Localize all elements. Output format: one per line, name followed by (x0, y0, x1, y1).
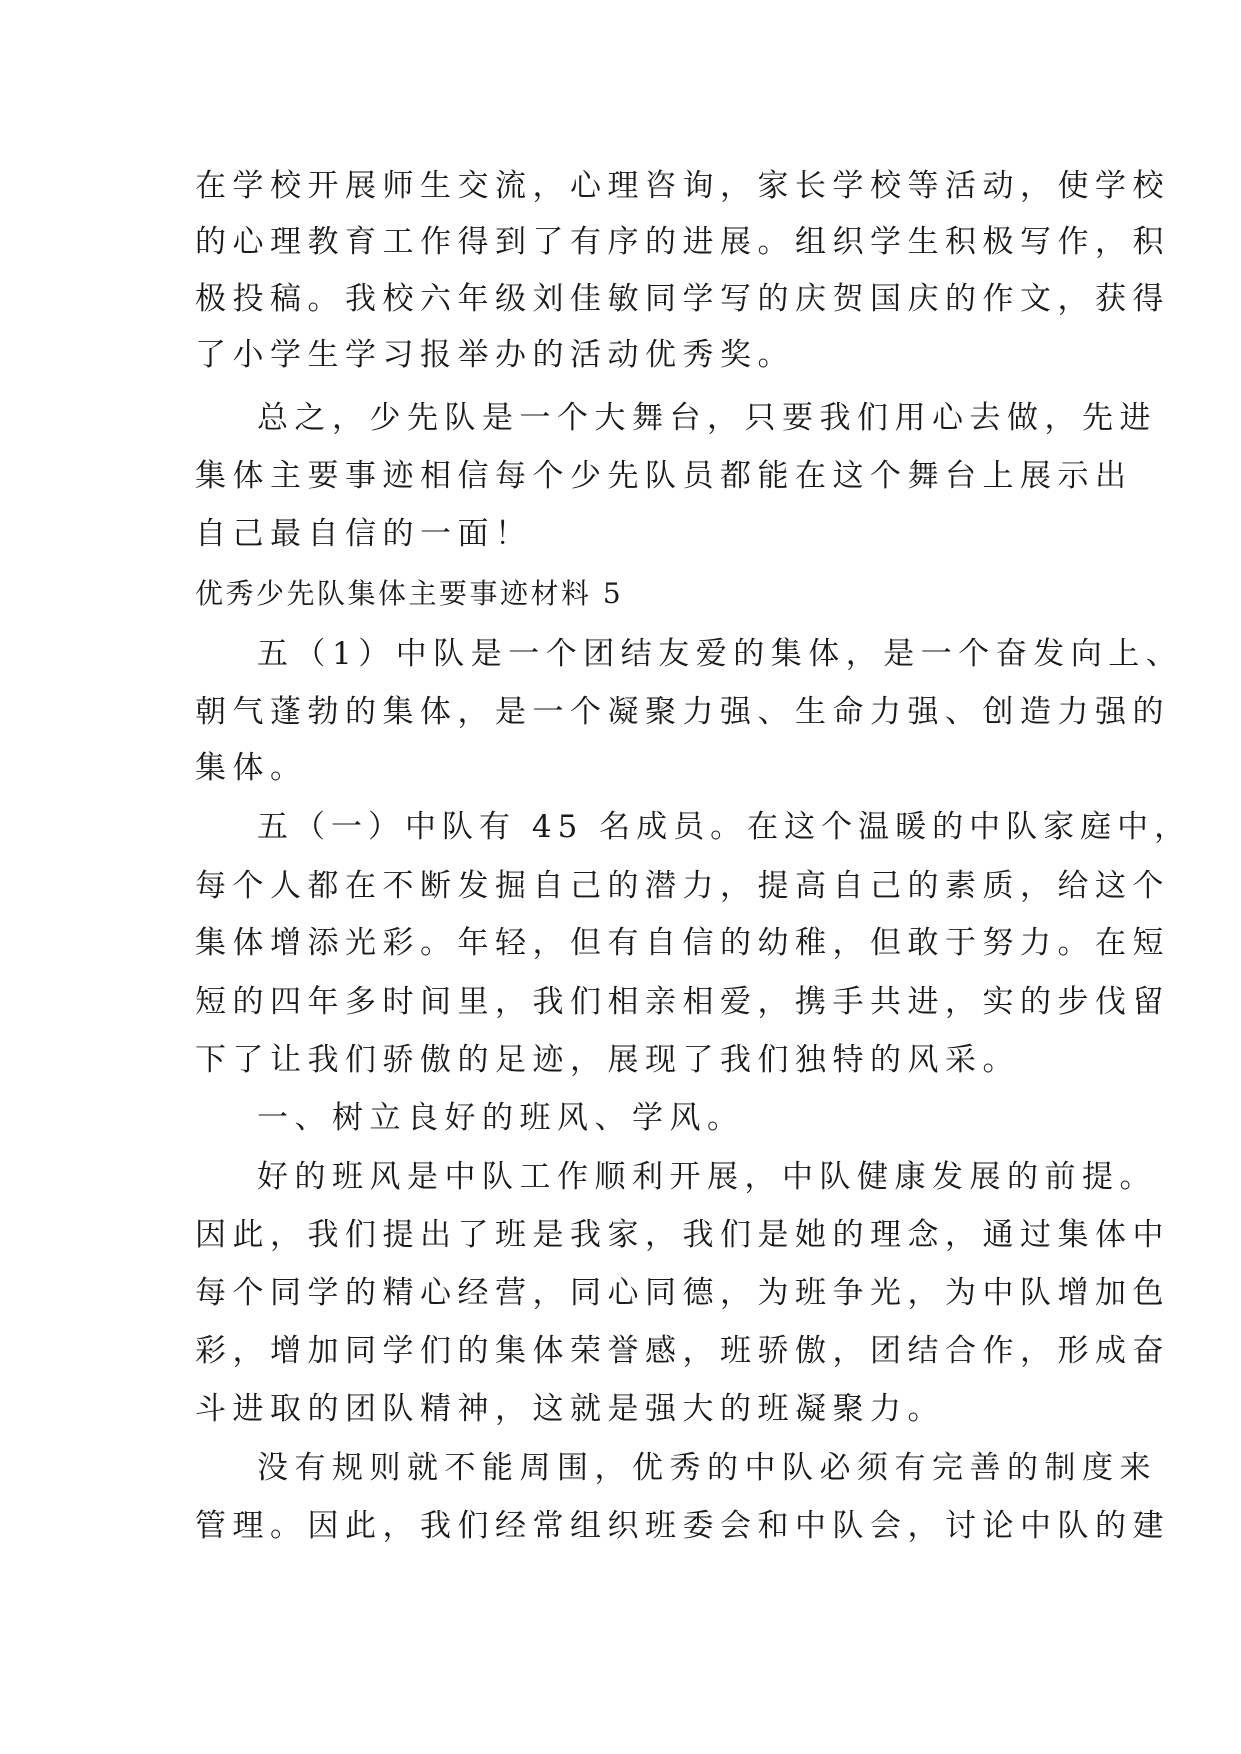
text-line: 短的四年多时间里，我们相亲相爱，携手共进，实的步伐留 (195, 984, 1170, 1020)
text-line: 管理。因此，我们经常组织班委会和中队会，讨论中队的建 (195, 1508, 1170, 1544)
paragraph-first-line: 总之，少先队是一个大舞台，只要我们用心去做，先进 (257, 400, 1157, 436)
paragraph-first-line: 没有规则就不能周围，优秀的中队必须有完善的制度来 (257, 1450, 1157, 1486)
text-line: 集体。 (195, 750, 308, 786)
text-line: 自己最自信的一面！ (195, 516, 533, 552)
paragraph-first-line: 好的班风是中队工作顺利开展，中队健康发展的前提。 (257, 1159, 1157, 1195)
text-line: 每个人都在不断发掘自己的潜力，提高自己的素质，给这个 (195, 868, 1170, 904)
text-line: 集体主要事迹相信每个少先队员都能在这个舞台上展示出 (195, 458, 1133, 494)
paragraph-first-line: 五（一）中队有 45 名成员。在这个温暖的中队家庭中， (257, 809, 1192, 845)
text-line: 因此，我们提出了班是我家，我们是她的理念，通过集体中 (195, 1217, 1170, 1253)
text-line: 彩，增加同学们的集体荣誉感，班骄傲，团结合作，形成奋 (195, 1333, 1170, 1369)
text-line: 在学校开展师生交流，心理咨询，家长学校等活动，使学校 (195, 168, 1170, 204)
text-line: 集体增添光彩。年轻，但有自信的幼稚，但敢于努力。在短 (195, 925, 1170, 961)
section-heading: 优秀少先队集体主要事迹材料 5 (195, 577, 624, 610)
text-line: 斗进取的团队精神，这就是强大的班凝聚力。 (195, 1391, 945, 1427)
paragraph-first-line: 五（1）中队是一个团结友爱的集体，是一个奋发向上、 (257, 636, 1184, 672)
text-line: 下了让我们骄傲的足迹，展现了我们独特的风采。 (195, 1042, 1020, 1078)
text-line: 了小学生学习报举办的活动优秀奖。 (195, 337, 795, 373)
text-line: 每个同学的精心经营，同心同德，为班争光，为中队增加色 (195, 1275, 1170, 1311)
text-line: 朝气蓬勃的集体，是一个凝聚力强、生命力强、创造力强的 (195, 694, 1170, 730)
text-line: 的心理教育工作得到了有序的进展。组织学生积极写作，积 (195, 224, 1170, 260)
text-line: 极投稿。我校六年级刘佳敏同学写的庆贺国庆的作文，获得 (195, 281, 1170, 317)
subheading: 一、树立良好的班风、学风。 (257, 1100, 745, 1136)
